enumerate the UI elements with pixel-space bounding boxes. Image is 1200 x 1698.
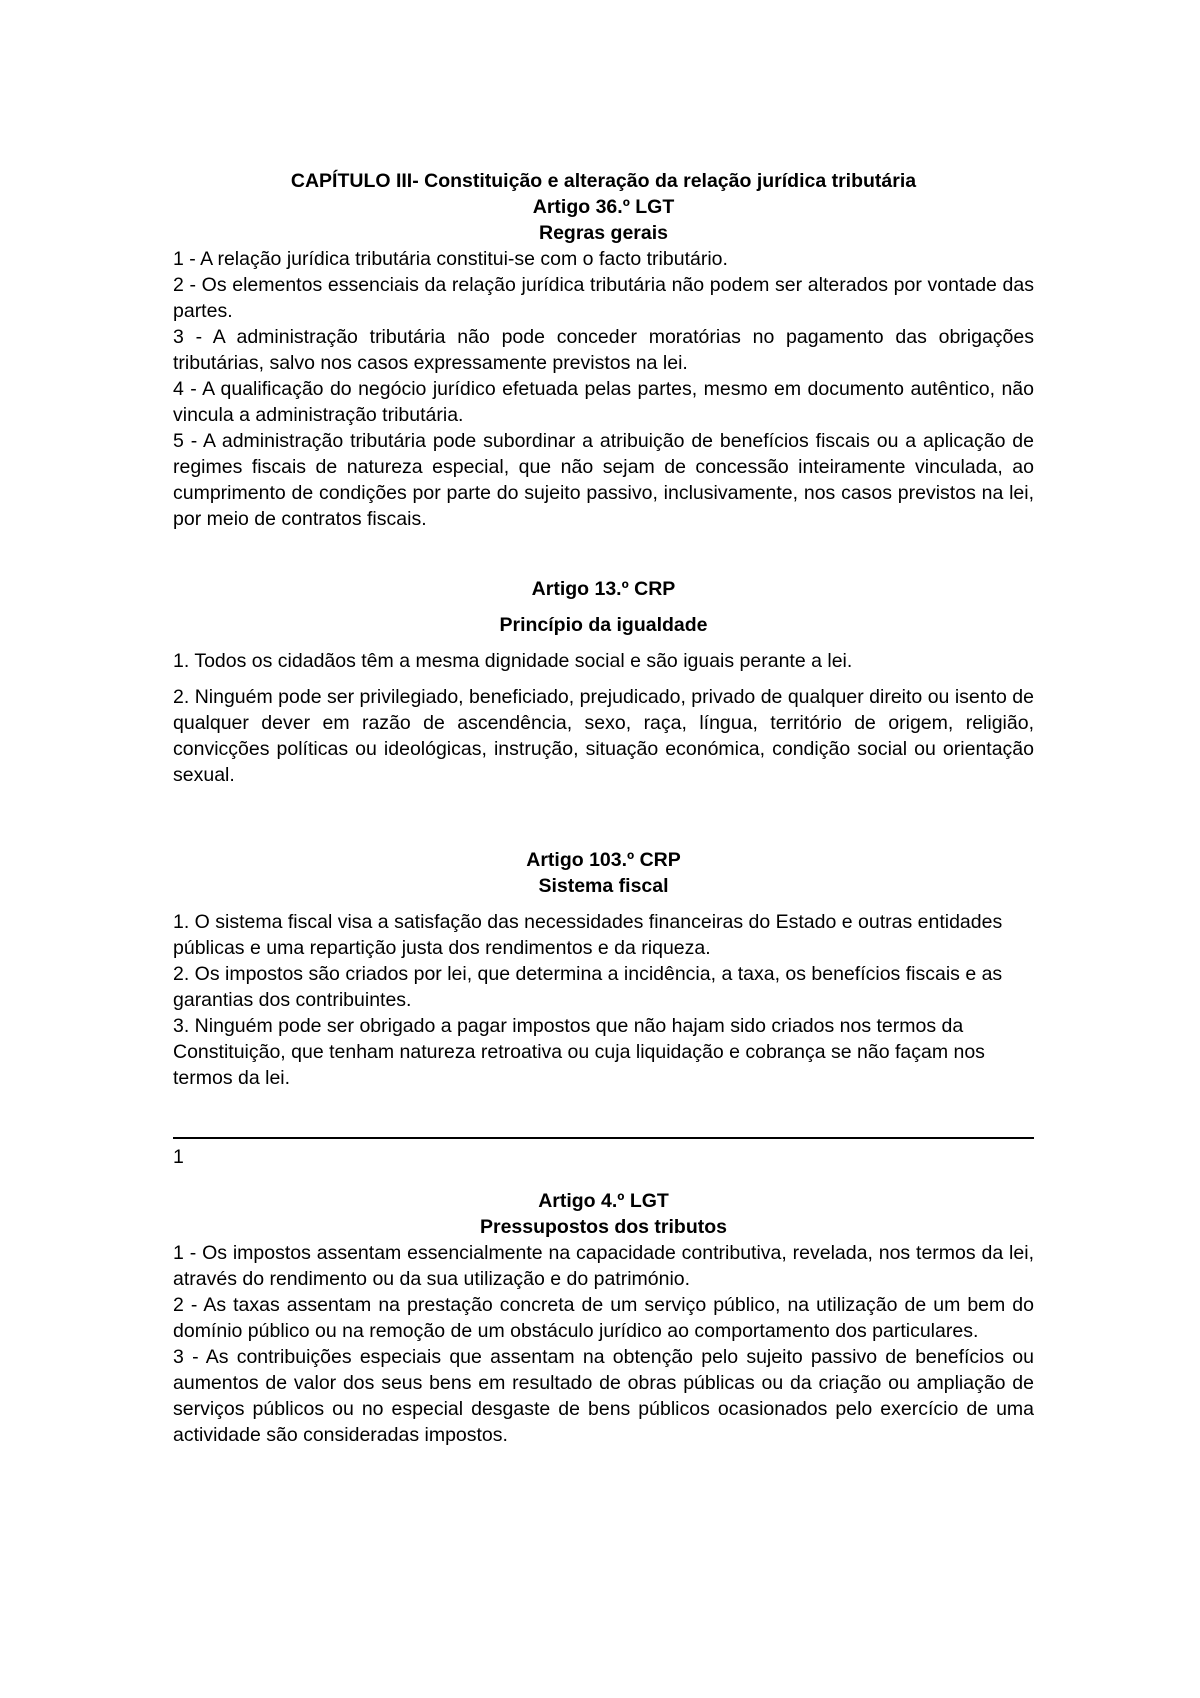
paragraph: 5 - A administração tributária pode subordinar a atribuição de benefícios fiscais ou a aplicação de regimes fiscais de natureza especial, que não sejam de concessão inteiramente vinculada, ao cumprimento de condições por parte do sujeito passivo, inclusivamente, nos casos previstos na lei, por meio de contratos fiscais. [173, 430, 1034, 530]
paragraph: 4 - A qualificação do negócio jurídico efetuada pelas partes, mesmo em documento autêntico, não vincula a administração tributária. [173, 378, 1034, 426]
chapter-title: CAPÍTULO III- Constituição e alteração da relação jurídica tributária [290, 170, 917, 192]
paragraph: 3. Ninguém pode ser obrigado a pagar impostos que não hajam sido criados nos termos da Constituição, que tenham natureza retroativa ou cuja liquidação e cobrança se não façam nos termos da lei. [173, 1015, 985, 1089]
article-title: Artigo 13.º CRP [531, 578, 676, 600]
article-heading: Princípio da igualdade [499, 614, 708, 636]
paragraph: 1 - Os impostos assentam essencialmente na capacidade contributiva, revelada, nos termos da lei, através do rendimento ou da sua utilização e do património. [173, 1242, 1034, 1290]
document-page [173, 168, 1034, 1448]
footnote-separator [173, 1137, 1034, 1139]
article-title: Artigo 36.º LGT [532, 196, 675, 218]
article-heading: Sistema fiscal [538, 875, 669, 897]
article-heading: Regras gerais [539, 222, 668, 244]
section-artigo-103 [173, 847, 1034, 1091]
paragraph: 2. Os impostos são criados por lei, que determina a incidência, a taxa, os benefícios fiscais e as garantias dos contribuintes. [173, 963, 1003, 1011]
paragraph: 1. Todos os cidadãos têm a mesma dignidade social e são iguais perante a lei. [173, 650, 853, 672]
section-artigo-13 [173, 576, 1034, 788]
article-heading: Pressupostos dos tributos [479, 1216, 728, 1238]
footnote-number: 1 [173, 1146, 184, 1168]
section-artigo-4 [173, 1188, 1034, 1448]
paragraph: 2 - As taxas assentam na prestação concreta de um serviço público, na utilização de um bem do domínio público ou na remoção de um obstáculo jurídico ao comportamento dos particulares. [173, 1294, 1034, 1342]
paragraph: 2 - Os elementos essenciais da relação jurídica tributária não podem ser alterados por vontade das partes. [173, 274, 1034, 322]
paragraph: 1 - A relação jurídica tributária constitui-se com o facto tributário. [173, 248, 728, 270]
article-title: Artigo 103.º CRP [526, 849, 681, 871]
section-artigo-36 [173, 168, 1034, 532]
paragraph: 1. O sistema fiscal visa a satisfação das necessidades financeiras do Estado e outras entidades públicas e uma repartição justa dos rendimentos e da riqueza. [173, 911, 1003, 959]
paragraph: 2. Ninguém pode ser privilegiado, beneficiado, prejudicado, privado de qualquer direito ou isento de qualquer dever em razão de ascendência, sexo, raça, língua, território de origem, religião, convicções políticas ou ideológicas, instrução, situação económica, condição social ou orientação sexual. [173, 686, 1034, 786]
footnote-area [173, 1137, 1034, 1170]
article-title: Artigo 4.º LGT [538, 1190, 669, 1212]
paragraph: 3 - A administração tributária não pode conceder moratórias no pagamento das obrigações tributárias, salvo nos casos expressamente previstos na lei. [173, 326, 1034, 374]
paragraph: 3 - As contribuições especiais que assentam na obtenção pelo sujeito passivo de benefícios ou aumentos de valor dos seus bens em resultado de obras públicas ou da criação ou ampliação de serviços públicos ou no especial desgaste de bens públicos ocasionados pelo exercício de uma actividade são consideradas impostos. [173, 1346, 1034, 1446]
